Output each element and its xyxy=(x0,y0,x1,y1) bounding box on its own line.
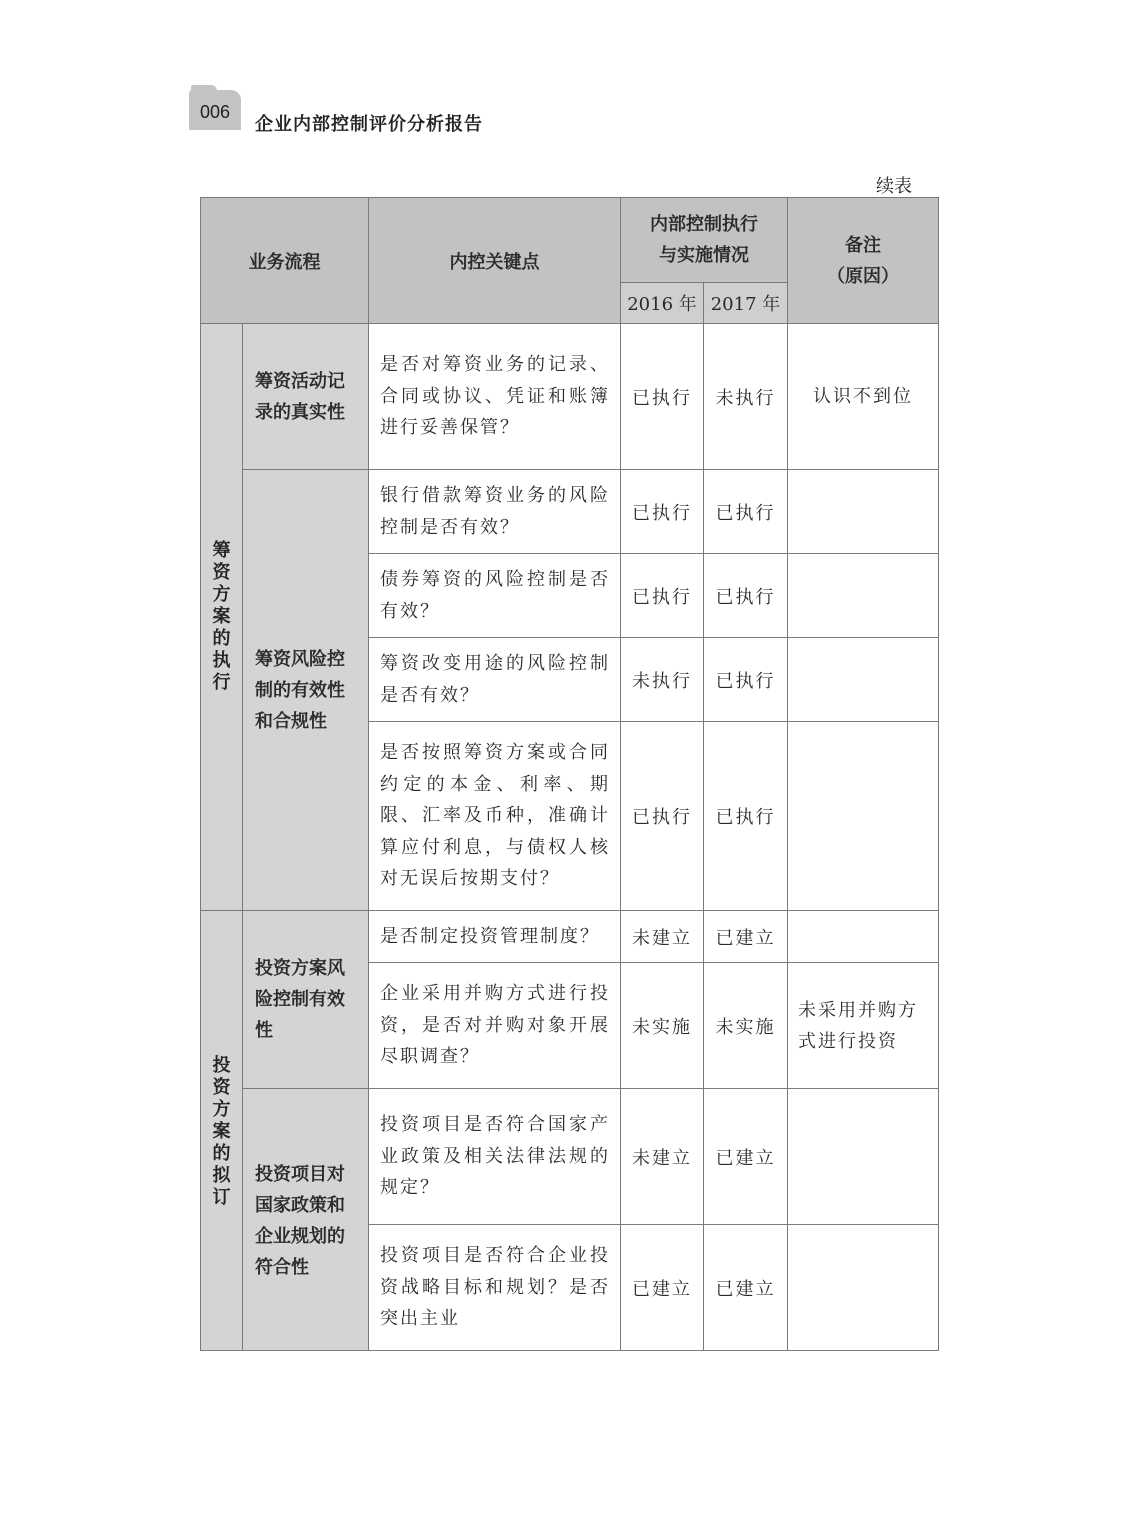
continued-table-label: 续表 xyxy=(876,176,912,197)
header-process: 业务流程 xyxy=(201,198,369,324)
status-2017: 未实施 xyxy=(704,963,788,1089)
status-2017: 未执行 xyxy=(704,324,788,470)
remark xyxy=(788,638,939,722)
status-2016: 已执行 xyxy=(621,554,704,638)
remark xyxy=(788,1089,939,1225)
header-year-2016: 2016 年 xyxy=(621,283,704,324)
status-2016: 未建立 xyxy=(621,911,704,963)
group-title: 投资方案风险控制有效性 xyxy=(243,911,369,1089)
group-title: 投资项目对国家政策和企业规划的符合性 xyxy=(243,1089,369,1351)
table-row xyxy=(201,324,939,470)
header-key-points: 内控关键点 xyxy=(369,198,621,324)
key-point: 筹资改变用途的风险控制是否有效？ xyxy=(369,638,621,722)
status-2017: 已执行 xyxy=(704,638,788,722)
status-2017: 已执行 xyxy=(704,470,788,554)
key-point: 企业采用并购方式进行投资，是否对并购对象开展尽职调查？ xyxy=(369,963,621,1089)
key-point: 债券筹资的风险控制是否有效？ xyxy=(369,554,621,638)
header-remarks-reason: （原因） xyxy=(827,265,899,287)
key-point: 是否对筹资业务的记录、合同或协议、凭证和账簿进行妥善保管？ xyxy=(369,324,621,470)
status-2016: 未建立 xyxy=(621,1089,704,1225)
key-point: 银行借款筹资业务的风险控制是否有效？ xyxy=(369,470,621,554)
remark: 认识不到位 xyxy=(788,324,939,470)
section-title: 筹资方案的执行 xyxy=(212,540,231,693)
remark xyxy=(788,722,939,911)
page-number-tab xyxy=(189,90,241,130)
status-2016: 已执行 xyxy=(621,470,704,554)
status-2017: 已执行 xyxy=(704,554,788,638)
status-2016: 已建立 xyxy=(621,1225,704,1351)
remark xyxy=(788,1225,939,1351)
header-remarks xyxy=(788,198,939,324)
header-year-2017: 2017 年 xyxy=(704,283,788,324)
key-point: 是否按照筹资方案或合同约定的本金、利率、期限、汇率及币种，准确计算应付利息，与债权人核对无误后按期支付？ xyxy=(369,722,621,911)
status-2017: 已执行 xyxy=(704,722,788,911)
remark xyxy=(788,470,939,554)
remark xyxy=(788,554,939,638)
table-row xyxy=(201,1089,939,1225)
key-point: 是否制定投资管理制度？ xyxy=(369,911,621,963)
group-title: 筹资风险控制的有效性和合规性 xyxy=(243,470,369,911)
section-title: 投资方案的拟订 xyxy=(212,1055,231,1208)
status-2016: 未执行 xyxy=(621,638,704,722)
header-remarks-title: 备注 xyxy=(845,234,881,256)
status-2016: 未实施 xyxy=(621,963,704,1089)
section-cell xyxy=(201,324,243,911)
table-row xyxy=(201,470,939,554)
header-execution: 内部控制执行与实施情况 xyxy=(621,198,788,283)
key-point: 投资项目是否符合国家产业政策及相关法律法规的规定？ xyxy=(369,1089,621,1225)
status-2017: 已建立 xyxy=(704,1225,788,1351)
remark xyxy=(788,911,939,963)
remark: 未采用并购方式进行投资 xyxy=(788,963,939,1089)
status-2016: 已执行 xyxy=(621,324,704,470)
status-2016: 已执行 xyxy=(621,722,704,911)
page-number: 006 xyxy=(199,102,231,122)
status-2017: 已建立 xyxy=(704,1089,788,1225)
section-cell xyxy=(201,911,243,1351)
internal-control-table xyxy=(200,197,939,1351)
status-2017: 已建立 xyxy=(704,911,788,963)
book-title: 企业内部控制评价分析报告 xyxy=(255,114,483,135)
key-point: 投资项目是否符合企业投资战略目标和规划？是否突出主业 xyxy=(369,1225,621,1351)
table-row xyxy=(201,911,939,963)
group-title: 筹资活动记录的真实性 xyxy=(243,324,369,470)
